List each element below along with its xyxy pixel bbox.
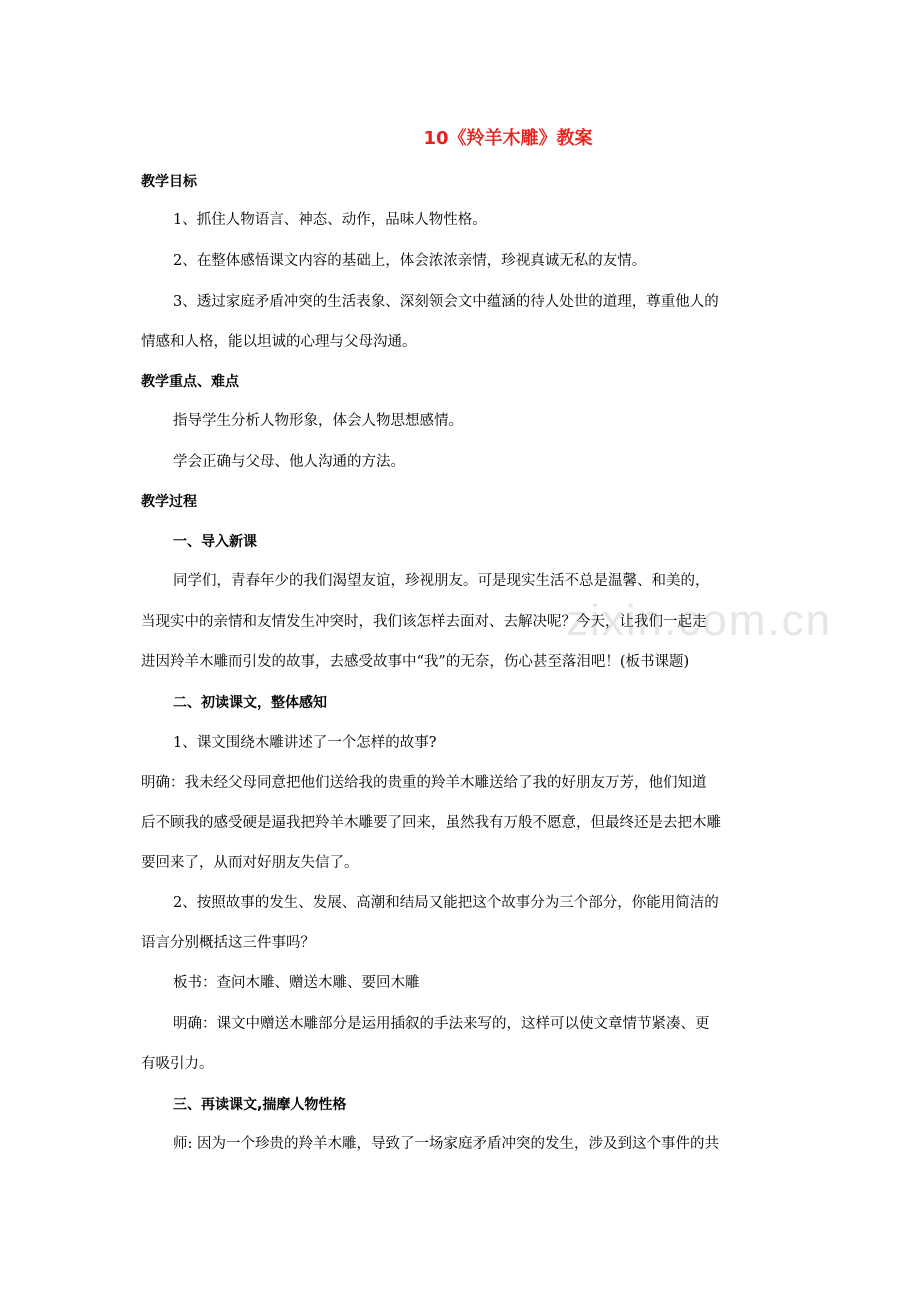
paragraph: 有吸引力。 [141,1056,214,1072]
section-heading-objectives: 教学目标 [141,174,197,190]
paragraph: 3、透过家庭矛盾冲突的生活表象、深刻领会文中蕴涵的待人处世的道理，尊重他人的 [173,294,719,310]
paragraph: 1、抓住人物语言、神态、动作，品味人物性格。 [173,212,487,228]
watermark: zixin.com.cn [566,596,833,645]
paragraph: 当现实中的亲情和友情发生冲突时，我们该怎样去面对、去解决呢？今天，让我们一起走 [141,614,707,630]
paragraph: 进因羚羊木雕而引发的故事，去感受故事中“我”的无奈，伤心甚至落泪吧！(板书课题) [141,654,690,670]
subsection-heading: 一、导入新课 [173,534,257,550]
page-title: 10《羚羊木雕》教案 [423,128,593,149]
paragraph: 情感和人格，能以坦诚的心理与父母沟通。 [141,334,417,350]
paragraph: 学会正确与父母、他人沟通的方法。 [173,454,405,470]
paragraph: 同学们，青春年少的我们渴望友谊，珍视朋友。可是现实生活不总是温馨、和美的， [173,573,710,589]
paragraph: 后不顾我的感受硬是逼我把羚羊木雕要了回来，虽然我有万般不愿意，但最终还是去把木雕 [141,815,721,831]
paragraph: 语言分别概括这三件事吗？ [141,935,315,951]
paragraph: 明确：我未经父母同意把他们送给我的贵重的羚羊木雕送给了我的好朋友万芳，他们知道 [141,775,707,791]
paragraph: 师: 因为一个珍贵的羚羊木雕，导致了一场家庭矛盾冲突的发生，涉及到这个事件的共 [173,1136,719,1152]
section-heading-key-points: 教学重点、难点 [141,374,239,390]
paragraph: 1、课文围绕木雕讲述了一个怎样的故事? [173,735,437,751]
subsection-heading: 三、再读课文,揣摩人物性格 [173,1097,347,1113]
paragraph: 板书：查问木雕、赠送木雕、要回木雕 [173,975,420,991]
subsection-heading: 二、初读课文，整体感知 [173,695,327,711]
paragraph: 2、在整体感悟课文内容的基础上，体会浓浓亲情，珍视真诚无私的友情。 [173,253,647,269]
paragraph: 指导学生分析人物形象，体会人物思想感情。 [173,413,463,429]
paragraph: 明确：课文中赠送木雕部分是运用插叙的手法来写的，这样可以使文章情节紧凑、更 [173,1016,710,1032]
paragraph: 2、按照故事的发生、发展、高潮和结局又能把这个故事分为三个部分，你能用简洁的 [173,895,719,911]
paragraph: 要回来了，从而对好朋友失信了。 [141,855,359,871]
section-heading-process: 教学过程 [141,494,197,510]
